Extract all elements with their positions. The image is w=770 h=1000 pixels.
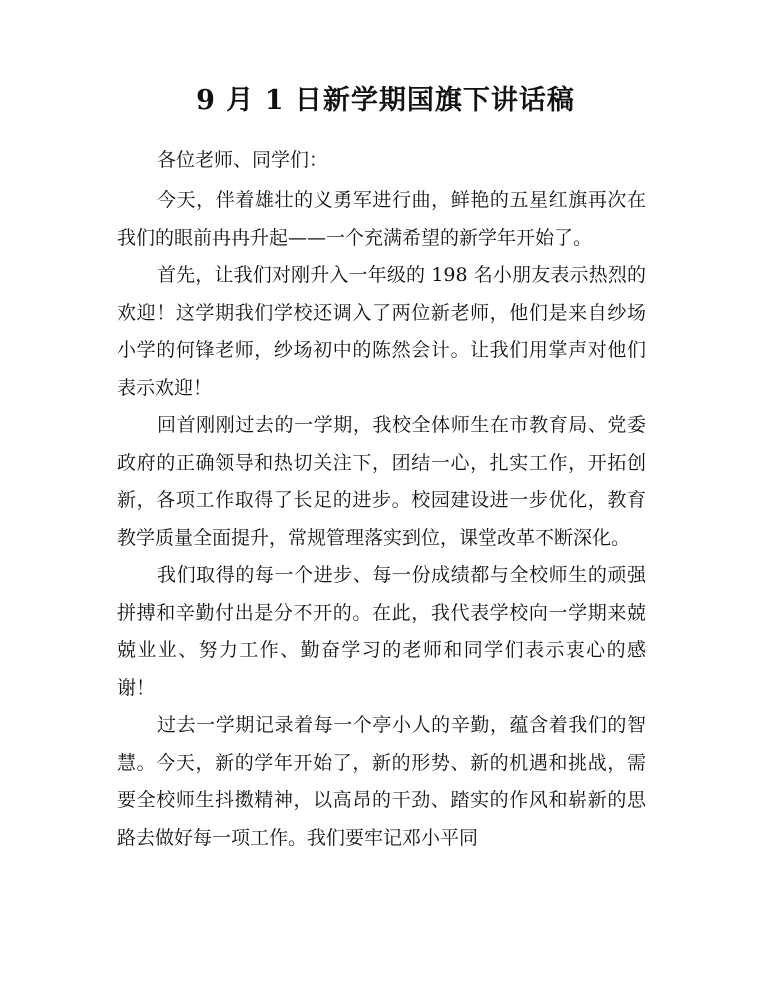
paragraph-4: 我们取得的每一个进步、每一份成绩都与全校师生的顽强拼搏和辛勤付出是分不开的。在此，我代表学校向一学期来兢兢业业、努力工作、勤奋学习的老师和同学们表示衷心的感谢！ [117, 564, 646, 699]
paragraph-3: 回首刚刚过去的一学期，我校全体师生在市教育局、党委政府的正确领导和热切关注下，团结一心，扎实工作，开拓创新，各项工作取得了长足的进步。校园建设进一步优化，教育教学质量全面提升，常规管理落实到位，课堂改革不断深化。 [117, 414, 646, 549]
paragraph-2: 首先，让我们对刚升入一年级的 198 名小朋友表示热烈的欢迎！这学期我们学校还调入了两位新老师，他们是来自纱场小学的何锋老师，纱场初中的陈然会计。让我们用掌声对他们表示欢迎！ [117, 264, 646, 399]
paragraph-5: 过去一学期记录着每一个亭小人的辛勤，蕴含着我们的智慧。今天，新的学年开始了，新的形势、新的机遇和挑战，需要全校师生抖擞精神，以高昂的干劲、踏实的作风和崭新的思路去做好每一项工作。我们要牢记邓小平同 [117, 714, 646, 849]
salutation: 各位老师、同学们： [157, 149, 329, 171]
document-title: 9 月 1 日新学期国旗下讲话稿 [196, 85, 575, 116]
paragraph-1: 今天，伴着雄壮的义勇军进行曲，鲜艳的五星红旗再次在我们的眼前冉冉升起——一个充满希望的新学年开始了。 [117, 189, 646, 249]
